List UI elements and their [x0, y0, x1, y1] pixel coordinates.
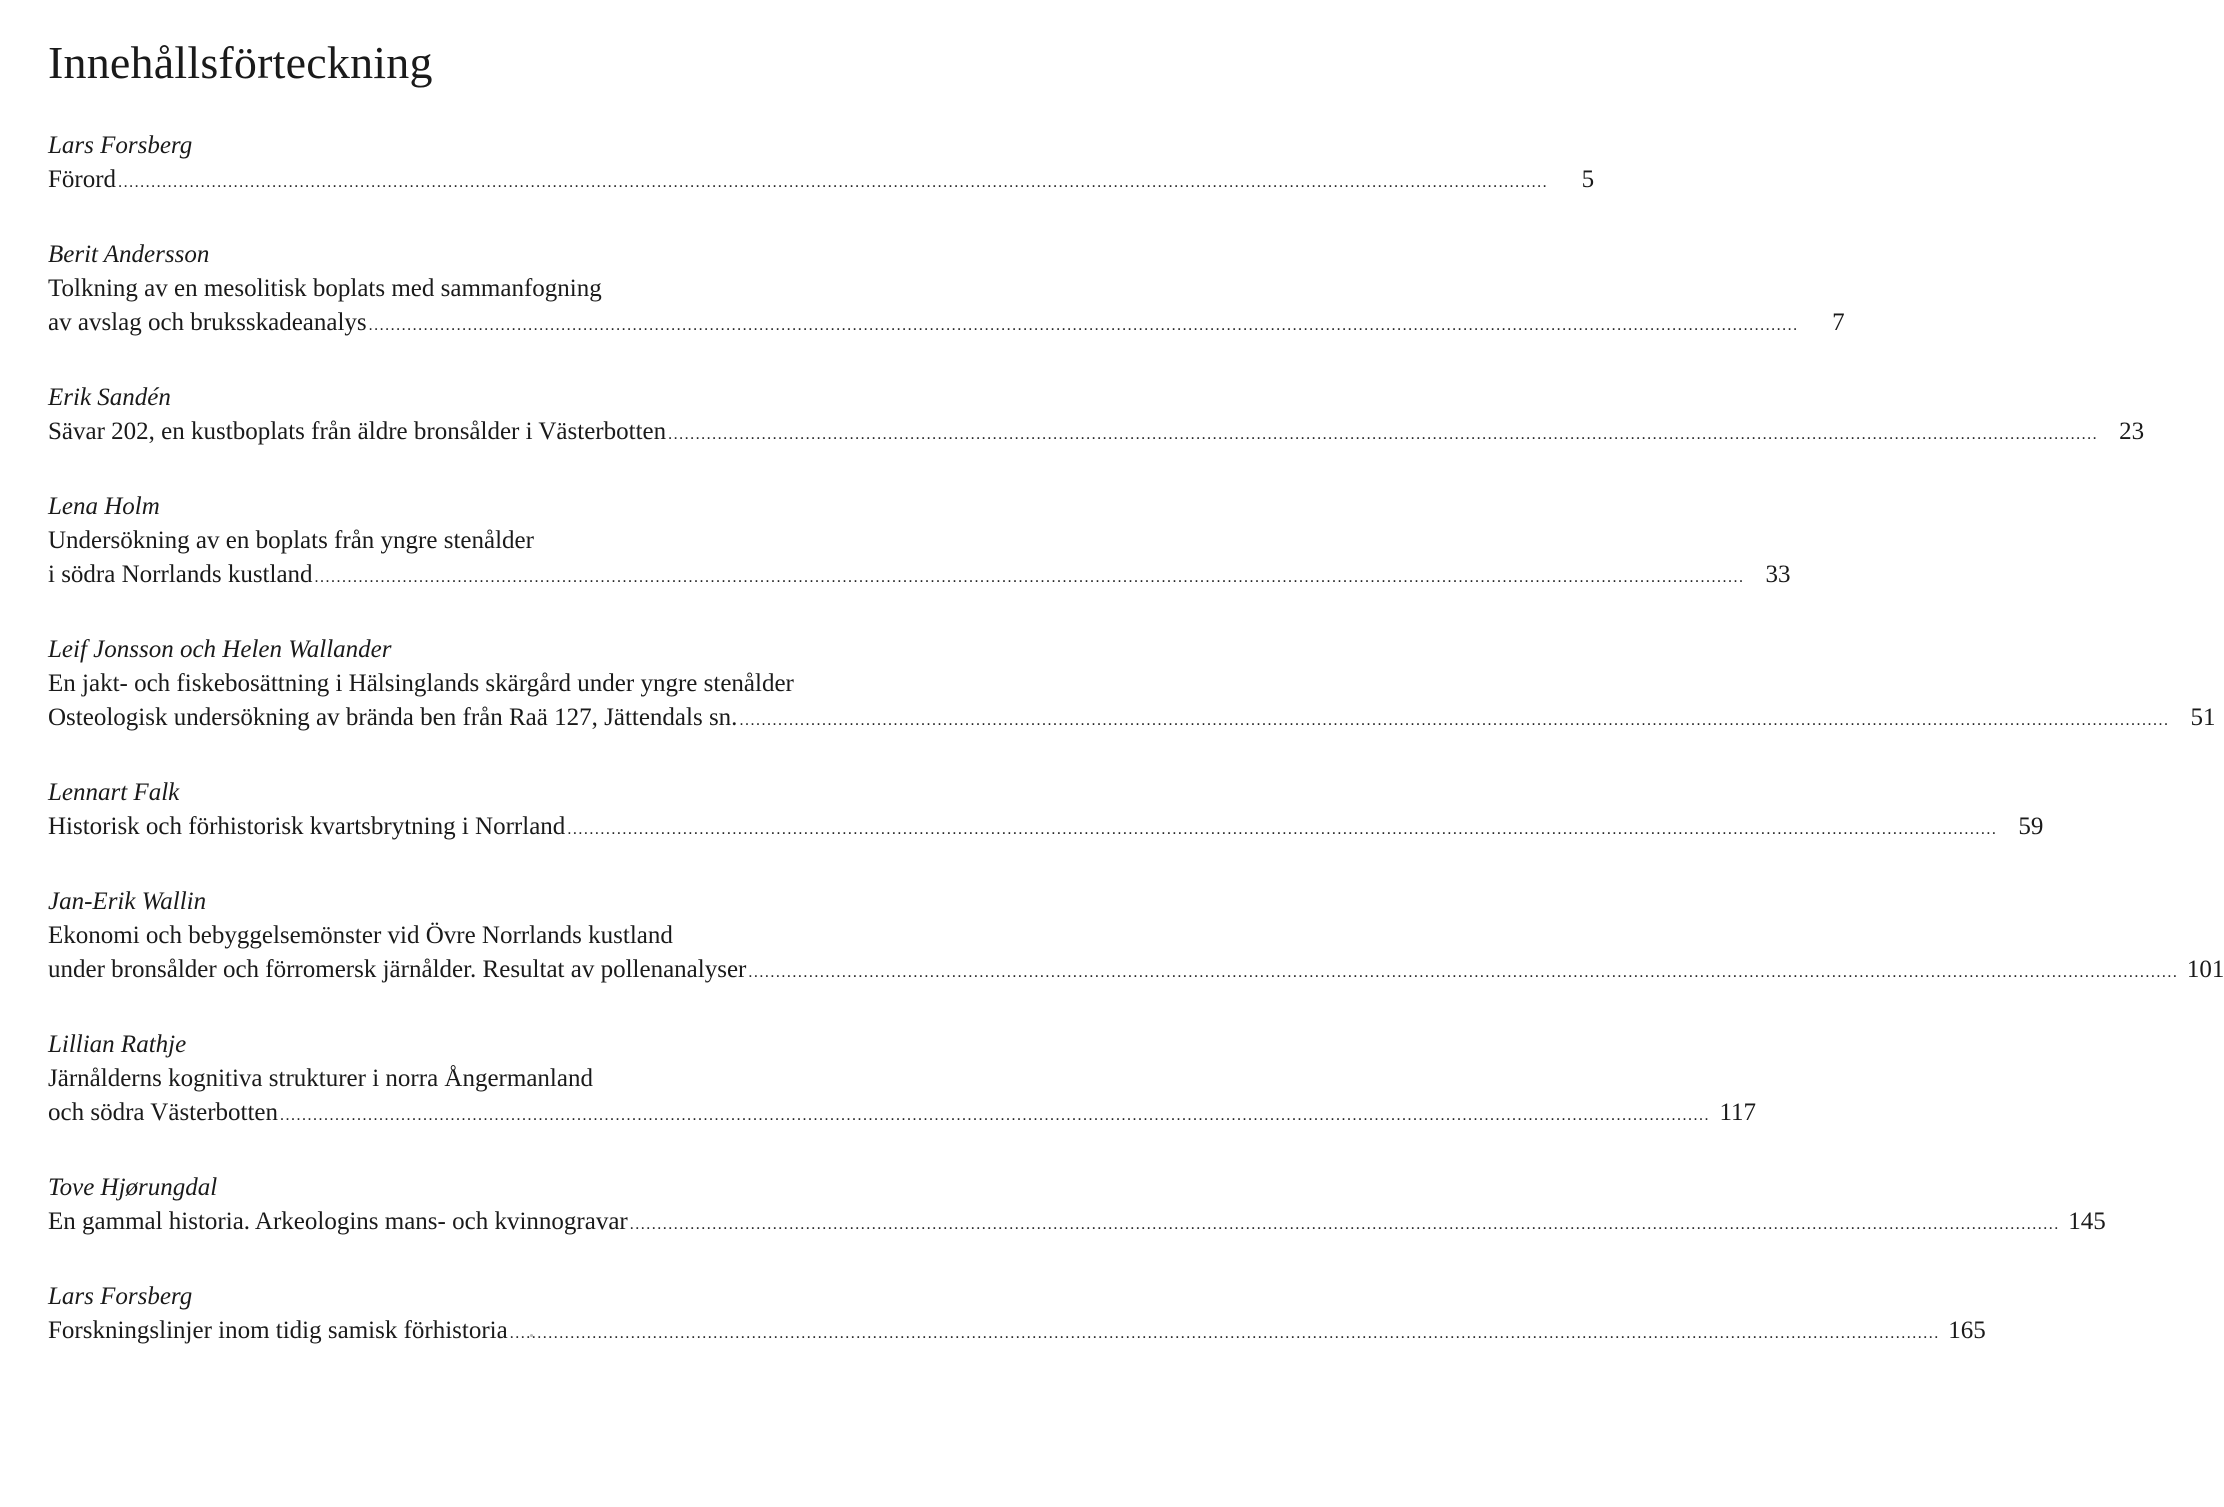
toc-entry [48, 633, 2216, 735]
entry-title-row [48, 1205, 2106, 1239]
entry-author: Tove Hjørungdal [48, 1174, 218, 1201]
dot-leader [630, 1208, 2060, 1242]
page-number: 23 [2119, 418, 2145, 445]
entry-title-line: Tolkning av en mesolitisk boplats med sammanfogning [48, 275, 602, 302]
entry-author: Jan-Erik Wallin [48, 888, 207, 915]
dot-leader [280, 1099, 1710, 1133]
entry-title-line: under bronsålder och förromersk järnålder. Resultat av pollenanalyser [48, 956, 747, 983]
toc-entry [48, 238, 1845, 340]
entry-title-line: Osteologisk undersökning av brända ben från Raä 127, Jättendals sn. [48, 704, 738, 731]
toc-entry [48, 490, 1791, 592]
page-number: 117 [1719, 1099, 1757, 1126]
dot-leader [118, 166, 1548, 200]
page-number: 33 [1765, 561, 1791, 588]
entry-author: Lillian Rathje [48, 1031, 187, 1058]
page-number: 51 [2190, 704, 2216, 731]
entry-author: Leif Jonsson och Helen Wallander [48, 636, 392, 663]
entry-title-row [48, 415, 2145, 449]
entry-title-line: En gammal historia. Arkeologins mans- och kvinnogravar [48, 1208, 628, 1235]
page-title: Innehållsförteckning [48, 37, 433, 88]
page-number: 59 [2018, 813, 2044, 840]
entry-title-line: Historisk och förhistorisk kvartsbrytning i Norrland [48, 813, 566, 840]
entry-title-line: Sävar 202, en kustboplats från äldre bronsålder i Västerbotten [48, 418, 667, 445]
page-number: 101 [2186, 956, 2224, 983]
entry-author: Lars Forsberg [48, 1283, 193, 1310]
toc-entry [48, 1280, 1986, 1348]
toc-entry [48, 776, 2044, 844]
entry-title-line: av avslag och bruksskadeanalys [48, 309, 367, 336]
dot-leader [668, 418, 2098, 452]
toc-entry [48, 381, 2145, 449]
toc-entry [48, 129, 1595, 197]
entry-title-row [48, 1314, 1986, 1348]
entry-author: Erik Sandén [48, 384, 171, 411]
dot-leader [748, 956, 2178, 990]
entry-title-line: i södra Norrlands kustland [48, 561, 313, 588]
entry-title-line: Forskningslinjer inom tidig samisk förhistoria [48, 1317, 508, 1344]
dot-leader [315, 561, 1745, 595]
page-number: 5 [1581, 166, 1595, 193]
entry-title-row [48, 163, 1595, 197]
dot-leader [369, 309, 1799, 343]
entry-title-line: Förord [48, 166, 117, 193]
entry-title-row [48, 701, 2216, 735]
entry-title-row [48, 558, 1791, 592]
entry-title-row [48, 306, 1845, 340]
dot-leader [567, 813, 1997, 847]
page-number: 165 [1948, 1317, 1986, 1344]
toc-entry [48, 1171, 2106, 1239]
page-number: 145 [2068, 1208, 2106, 1235]
dot-leader [510, 1317, 1940, 1351]
entry-title-line: och södra Västerbotten [48, 1099, 279, 1126]
toc-list [48, 129, 2224, 1348]
entry-author: Lena Holm [48, 493, 160, 520]
entry-author: Berit Andersson [48, 241, 210, 268]
toc-page [48, 0, 2224, 1507]
entry-title-row [48, 810, 2044, 844]
entry-author: Lars Forsberg [48, 132, 193, 159]
entry-title-row [48, 1096, 1757, 1130]
entry-title-line: Järnålderns kognitiva strukturer i norra Ångermanland [48, 1065, 593, 1092]
scan-speck [530, 1334, 533, 1337]
toc-entry [48, 1028, 1757, 1130]
entry-title-line: En jakt- och fiskebosättning i Hälsinglands skärgård under yngre stenålder [48, 670, 794, 697]
entry-title-row [48, 953, 2224, 987]
page-number: 7 [1832, 309, 1845, 336]
entry-title-line: Ekonomi och bebyggelsemönster vid Övre Norrlands kustland [48, 922, 673, 949]
entry-author: Lennart Falk [48, 779, 180, 806]
toc-entry [48, 885, 2224, 987]
dot-leader [739, 704, 2169, 738]
entry-title-line: Undersökning av en boplats från yngre stenålder [48, 527, 534, 554]
